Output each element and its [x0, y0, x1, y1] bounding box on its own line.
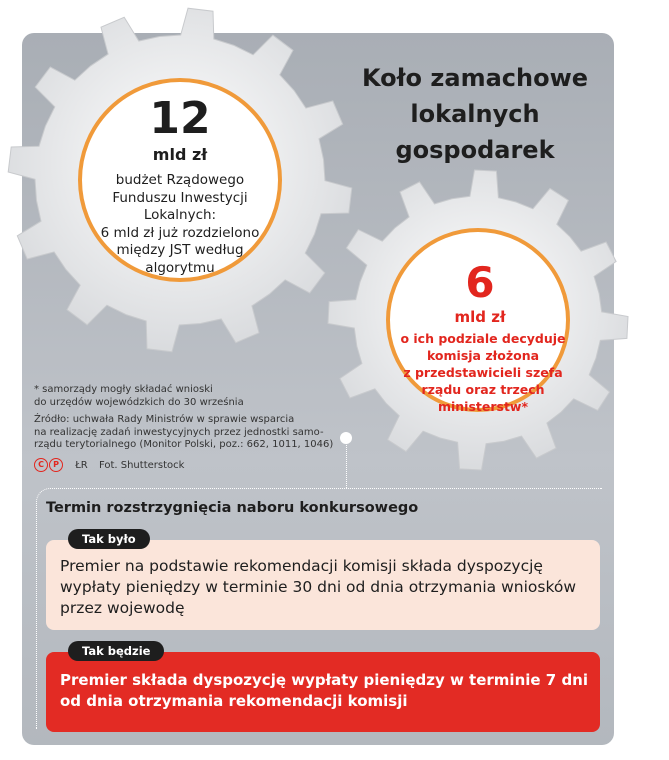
page-title: [330, 60, 620, 168]
footnote-line: do urzędów wojewódzkich do 30 września: [34, 396, 244, 408]
desc-line: ministerstw*: [437, 399, 529, 414]
gear-right-description: [378, 330, 588, 415]
desc-line: rządu oraz trzech: [421, 382, 545, 397]
desc-line: budżet Rządowego: [115, 172, 245, 188]
desc-line: Funduszu Inwestycji: [112, 189, 248, 206]
connector-dot: [340, 432, 352, 444]
title-line: gospodarek: [395, 136, 555, 164]
gear-left-description: [92, 172, 268, 277]
gear-left-unit: mld zł: [152, 145, 208, 164]
after-label: Tak będzie: [68, 641, 164, 661]
source-line: rządu terytorialnego (Monitor Polski, poz.: 662, 1011, 1046): [34, 439, 334, 450]
desc-line: 6 mld zł już rozdzielono: [100, 224, 260, 241]
desc-line: między JST według: [116, 242, 244, 258]
connector-line: [346, 438, 349, 488]
section-title: Termin rozstrzygnięcia naboru konkursowego: [46, 500, 419, 516]
gear-right-unit: mld zł: [454, 308, 506, 326]
gear-left-value: 12: [149, 93, 211, 144]
source-line: Źródło: uchwała Rady Ministrów w sprawie wsparcia: [34, 414, 295, 425]
desc-line: algorytmu: [145, 259, 215, 276]
desc-line: Lokalnych:: [143, 207, 217, 223]
footnote: [34, 384, 334, 409]
before-label: Tak było: [68, 529, 150, 549]
after-text: Premier składa dyspozycję wypłaty pieniędzy w terminie 7 dni od dnia otrzymania rekomendacji komisji: [60, 671, 588, 710]
title-line: Koło zamachowe: [361, 64, 589, 92]
author-initials: ŁR: [75, 459, 88, 471]
gear-right-value: 6: [465, 258, 495, 307]
before-text: Premier na podstawie rekomendacji komisji składa dyspozycję wypłaty pieniędzy w terminie 30 dni od dnia otrzymania wniosków przez wojewodę: [60, 557, 577, 617]
copyright-c-icon: C: [34, 458, 48, 472]
copyright-p-icon: P: [49, 458, 63, 472]
credits: [34, 458, 184, 472]
desc-line: komisja złożona: [426, 348, 540, 363]
source-line: na realizację zadań inwestycyjnych przez jednostki samo-: [34, 426, 324, 438]
source-note: [34, 414, 334, 452]
desc-line: o ich podziale decyduje: [400, 331, 566, 346]
desc-line: z przedstawicieli szefa: [403, 365, 563, 380]
title-line: lokalnych: [410, 100, 540, 128]
photo-credit: Fot. Shutterstock: [98, 459, 185, 471]
footnote-line: * samorządy mogły składać wnioski: [34, 384, 213, 395]
